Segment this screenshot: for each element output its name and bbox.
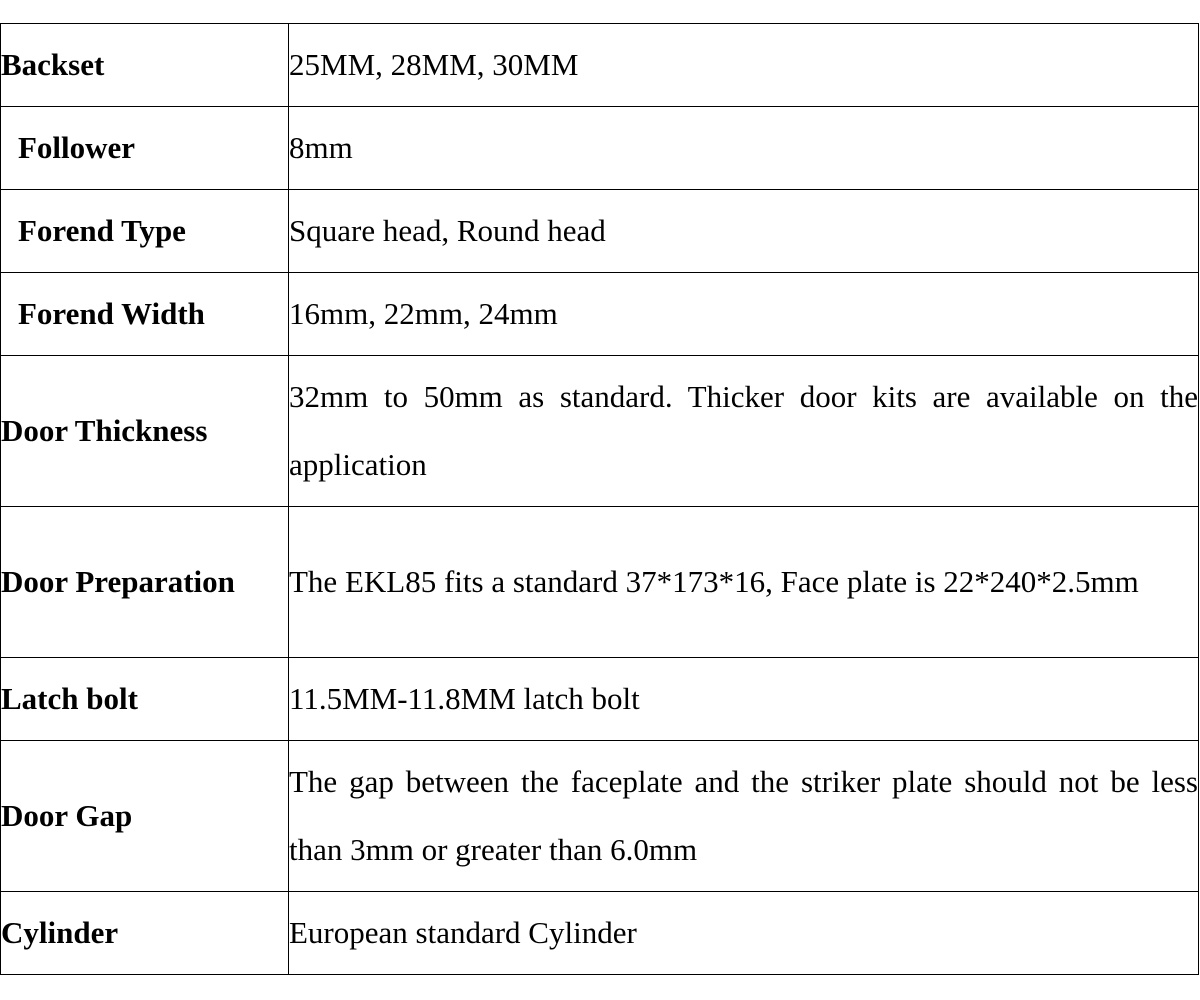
row-value: 11.5MM-11.8MM latch bolt <box>289 658 1199 741</box>
row-value: 32mm to 50mm as standard. Thicker door kits are available on the application <box>289 356 1199 507</box>
row-value: The gap between the faceplate and the striker plate should not be less than 3mm or greater than 6.0mm <box>289 741 1199 892</box>
spec-table <box>0 23 1199 975</box>
row-label: Latch bolt <box>1 658 289 741</box>
table-row <box>1 356 1199 507</box>
row-value: Square head, Round head <box>289 190 1199 273</box>
row-label: Forend Width <box>1 273 289 356</box>
table-row <box>1 741 1199 892</box>
row-label: Door Gap <box>1 741 289 892</box>
table-row <box>1 658 1199 741</box>
row-label: Door Preparation <box>1 507 289 658</box>
row-label: Door Thickness <box>1 356 289 507</box>
table-row <box>1 107 1199 190</box>
row-value: 25MM, 28MM, 30MM <box>289 24 1199 107</box>
row-label: Backset <box>1 24 289 107</box>
table-row <box>1 507 1199 658</box>
row-value: 16mm, 22mm, 24mm <box>289 273 1199 356</box>
row-label: Forend Type <box>1 190 289 273</box>
row-value: 8mm <box>289 107 1199 190</box>
table-row <box>1 892 1199 975</box>
row-value: European standard Cylinder <box>289 892 1199 975</box>
row-value: The EKL85 fits a standard 37*173*16, Face plate is 22*240*2.5mm <box>289 507 1199 658</box>
row-label: Cylinder <box>1 892 289 975</box>
table-row <box>1 273 1199 356</box>
row-label: Follower <box>1 107 289 190</box>
table-row <box>1 190 1199 273</box>
table-row <box>1 24 1199 107</box>
